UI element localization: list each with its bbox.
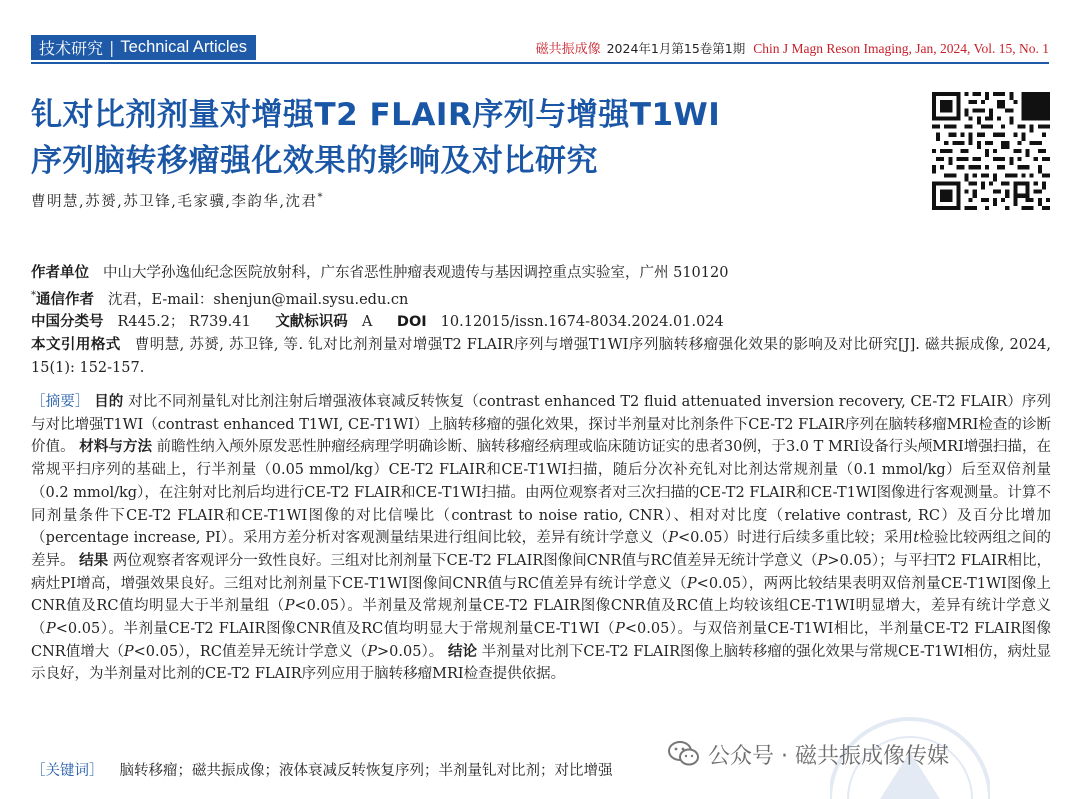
p-symbol: P: [284, 598, 295, 615]
journal-citation-en: Chin J Magn Reson Imaging, Jan, 2024, Vol. 15, No. 1: [753, 41, 1049, 56]
title-line-2: 序列脑转移瘤强化效果的影响及对比研究: [31, 143, 598, 179]
clc-value: R445.2； R739.41: [117, 314, 251, 331]
p-symbol: P: [686, 575, 697, 592]
results-text-8: >0.05）。: [377, 643, 444, 660]
p-symbol: P: [615, 621, 625, 638]
citation-label: 本文引用格式: [31, 337, 121, 354]
results-text-4: <0.05）。半剂量及常规剂量CE-T2 FLAIR图像CNR值及RC值上均较该组CE-T1WI明显增大，差异有统计学意义（: [31, 598, 1051, 638]
objective-label: 目的: [94, 394, 124, 410]
wechat-icon: [668, 740, 700, 768]
affiliation-label: 作者单位: [31, 265, 89, 281]
corresponding-mark: *: [317, 192, 325, 204]
doi-label: DOI: [396, 314, 427, 331]
objective-text: 对比不同剂量钆对比剂注射后增强液体衰减反转恢复（contrast enhanced T2 fluid attenuated inversion recovery, CE-T2 FLAIR）序列与对比增强T1WI（contrast enhanced T1WI, CE-T1WI）上脑转移瘤的强化效果，探讨半剂量对比剂条件下CE-T2 FLAIR序列在脑转移瘤MRI检查的诊断价值。: [31, 394, 1052, 456]
citation-row: [31, 334, 1051, 380]
classification-row: [31, 311, 1051, 334]
results-text-6: <0.05）。与双倍剂量CE-T1WI相比，半剂量CE-T2 FLAIR图像CNR值增大（: [31, 621, 1051, 660]
p-symbol: P: [123, 643, 134, 660]
results-text-7: <0.05），RC值差异无统计学意义（: [133, 643, 368, 660]
journal-header: [0, 34, 1080, 64]
results-text-2: >0.05）；与平扫T2 FLAIR相比，病灶PI增高，增强效果良好。三组对比剂剂量下CE-T1WI图像间CNR值与RC值差异有统计学意义（: [31, 552, 1052, 592]
results-text-3: <0.05），两两比较结果表明双倍剂量CE-T1WI图像上CNR值及RC值均明显大于半剂量组（: [31, 575, 1051, 615]
article-title: [31, 92, 901, 184]
journal-name-cn: 磁共振成像: [535, 42, 601, 57]
p-symbol: P: [367, 643, 378, 660]
section-separator: |: [109, 38, 115, 57]
keywords-text: 脑转移瘤；磁共振成像；液体衰减反转恢复序列；半剂量钆对比剂；对比增强: [119, 763, 613, 779]
affiliation-value: 中山大学孙逸仙纪念医院放射科，广东省恶性肿瘤表观遗传与基因调控重点实验室，广州 510120: [103, 265, 729, 281]
doc-code-label: 文献标识码: [275, 314, 348, 331]
conclusion-text: 半剂量对比剂下CE-T2 FLAIR图像上脑转移瘤的强化效果与常规CE-T1WI相仿，病灶显示良好，为半剂量对比剂的CE-T2 FLAIR序列应用于脑转移瘤MRI检查提供依据。: [31, 643, 1052, 683]
methods-text-3: 检验比较两组之间的差异。: [31, 530, 1051, 569]
correspondence-row: [31, 285, 1051, 312]
methods-text-2: <0.05）时进行后续多重比较；采用: [677, 530, 914, 547]
p-symbol: P: [817, 552, 828, 569]
header-rule: [31, 62, 1049, 64]
correspondence-label: 通信作者: [36, 291, 94, 308]
p-symbol: P: [668, 530, 678, 547]
affiliation-row: [31, 262, 1051, 285]
results-text-5: <0.05）。半剂量CE-T2 FLAIR图像CNR值及RC值均明显大于常规剂量CE-T1WI（: [55, 621, 616, 638]
doi-value: 10.12015/issn.1674-8034.2024.01.024: [440, 314, 724, 331]
author-list: [31, 190, 324, 211]
citation-value: 曹明慧, 苏赟, 苏卫锋, 等. 钆对比剂剂量对增强T2 FLAIR序列与增强T1WI序列脑转移瘤强化效果的影响及对比研究[J]. 磁共振成像, 2024, 15(1): 152-157.: [31, 337, 1051, 377]
keywords-label: ［关键词］: [31, 763, 104, 779]
section-label-en: Technical Articles: [120, 38, 247, 56]
journal-info: [536, 38, 1049, 57]
clc-label: 中国分类号: [31, 314, 104, 331]
p-symbol: P: [46, 621, 56, 638]
abstract-label: ［摘要］: [31, 394, 90, 410]
abstract: [31, 391, 1051, 686]
authors-text: 曹明慧,苏赟,苏卫锋,毛家骥,李韵华,沈君: [31, 194, 318, 210]
section-tag: [31, 35, 256, 60]
doc-code-value: A: [361, 314, 373, 331]
methods-text: 前瞻性纳入颅外原发恶性肿瘤经病理学明确诊断、脑转移瘤经病理或临床随访证实的患者30例，于3.0 T MRI设备行头颅MRI增强扫描，在常规平扫序列的基础上，行半剂量（0.05 mmol/kg）CE-T2 FLAIR和CE-T1WI扫描，随后分次补充钆对比剂达常规剂量（0.1 mmol/kg）后至双倍剂量（0.2 mmol/kg），在注射对比剂后均进行CE-T2 FLAIR和CE-T1WI扫描。由两位观察者对三次扫描的CE-T2 FLAIR和CE-T1WI图像进行客观测量。计算不同剂量条件下CE-T2 FLAIR和CE-T1WI图像的对比信噪比（contrast to noise ratio, CNR）、相对对比度（relative contrast, RC）及百分比增加（percentage increase, PI）。采用方差分析对客观测量结果进行组间比较，差异有统计学意义（: [31, 439, 1052, 547]
issue-info-cn: 2024年1月第15卷第1期: [606, 41, 746, 56]
wechat-watermark: [668, 736, 949, 772]
qr-code-icon: [932, 92, 1050, 210]
correspondence-mark: *: [31, 289, 36, 301]
watermark-text: 公众号 · 磁共振成像传媒: [708, 743, 949, 769]
title-line-1: 钆对比剂剂量对增强T2 FLAIR序列与增强T1WI: [31, 97, 721, 133]
section-label-cn: 技术研究: [39, 39, 104, 58]
article-metadata: [31, 262, 1051, 380]
methods-label: 材料与方法: [79, 439, 153, 456]
keywords: [31, 759, 613, 780]
t-symbol: t: [913, 530, 920, 547]
correspondence-value: 沈君，E-mail：shenjun@mail.sysu.edu.cn: [108, 291, 409, 308]
results-text-1: 两位观察者客观评分一致性良好。三组对比剂剂量下CE-T2 FLAIR图像间CNR值与RC值差异无统计学意义（: [112, 552, 818, 569]
conclusion-label: 结论: [447, 643, 477, 660]
results-label: 结果: [79, 552, 109, 569]
